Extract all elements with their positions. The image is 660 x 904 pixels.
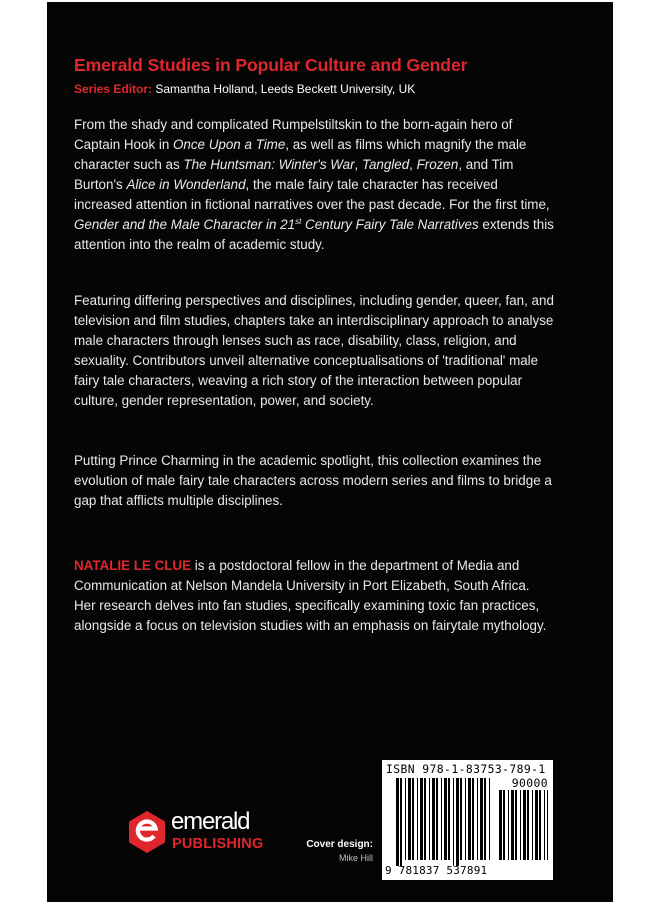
title-alice-in-wonderland: Alice in Wonderland xyxy=(126,177,246,192)
text-run: , xyxy=(354,157,362,172)
blurb-paragraph-1 xyxy=(74,115,554,255)
cover-design-label: Cover design: xyxy=(306,839,373,850)
text-run: , the male fairy tale character has received increased attention in fictional narratives over the past decade. For the first time, xyxy=(74,177,550,212)
series-title: Emerald Studies in Popular Culture and Gender xyxy=(74,55,468,75)
text-run: extends this attention into the realm of academic study. xyxy=(74,217,554,252)
series-editor-value: Samantha Holland, Leeds Beckett University, UK xyxy=(152,82,416,96)
text-run: From the shady and complicated Rumpelstiltskin to the born-again hero of Captain Hook in xyxy=(74,117,513,152)
emerald-logo-icon xyxy=(127,810,167,854)
book-title-part: Century Fairy Tale Narratives xyxy=(301,217,479,232)
text-run: , xyxy=(409,157,417,172)
isbn-number: ISBN 978-1-83753-789-1 xyxy=(386,762,546,776)
price-addon: 90000 xyxy=(511,776,548,790)
blurb-paragraph-3: Putting Prince Charming in the academic spotlight, this collection examines the evolution of male fairy tale characters across modern series and films to bridge a gap that afflicts multiple disciplines. xyxy=(74,453,552,508)
isbn-barcode xyxy=(382,760,553,880)
title-frozen: Frozen xyxy=(416,157,459,172)
barcode-bars xyxy=(382,760,553,880)
publisher-logo-subtitle: PUBLISHING xyxy=(172,836,264,852)
series-editor xyxy=(74,82,415,96)
title-huntsman: The Huntsman: Winter's War xyxy=(183,157,355,172)
author-bio xyxy=(74,556,554,636)
book-title xyxy=(74,217,479,232)
cover-designer-name: Mike Hill xyxy=(338,853,373,863)
ordinal-superscript: st xyxy=(295,217,302,226)
author-name: NATALIE LE CLUE xyxy=(74,558,192,573)
ean-number: 9 781837 537891 xyxy=(385,864,488,877)
text-run: , and Tim Burton's xyxy=(74,157,514,192)
blurb-paragraph-2: Featuring differing perspectives and disciplines, including gender, queer, fan, and television and film studies, chapters take an interdisciplinary approach to analyse male characters through lenses such as race, disability, class, religion, and sexuality. Contributors unveil alternative conceptualisations of 'traditional' male fairy tale characters, weaving a rich story of the interaction between popular culture, gender representation, power, and society. xyxy=(74,293,554,408)
title-once-upon-a-time: Once Upon a Time xyxy=(173,137,286,152)
publisher-logo-word: emerald xyxy=(171,808,250,835)
main-barcode-bars xyxy=(396,778,490,866)
addon-barcode-bars xyxy=(499,790,548,860)
text-run: , as well as films which magnify the male character such as xyxy=(74,137,527,172)
series-editor-label: Series Editor: xyxy=(74,82,153,96)
book-title-part: Gender and the Male Character in 21 xyxy=(74,217,296,232)
author-bio-text: is a postdoctoral fellow in the department of Media and Communication at Nelson Mandela University in Port Elizabeth, South Africa. Her research delves into fan studies, specifically examining toxic fan practices, alongside a focus on television studies with an emphasis on fairytale mythology. xyxy=(74,558,547,633)
title-tangled: Tangled xyxy=(362,157,410,172)
